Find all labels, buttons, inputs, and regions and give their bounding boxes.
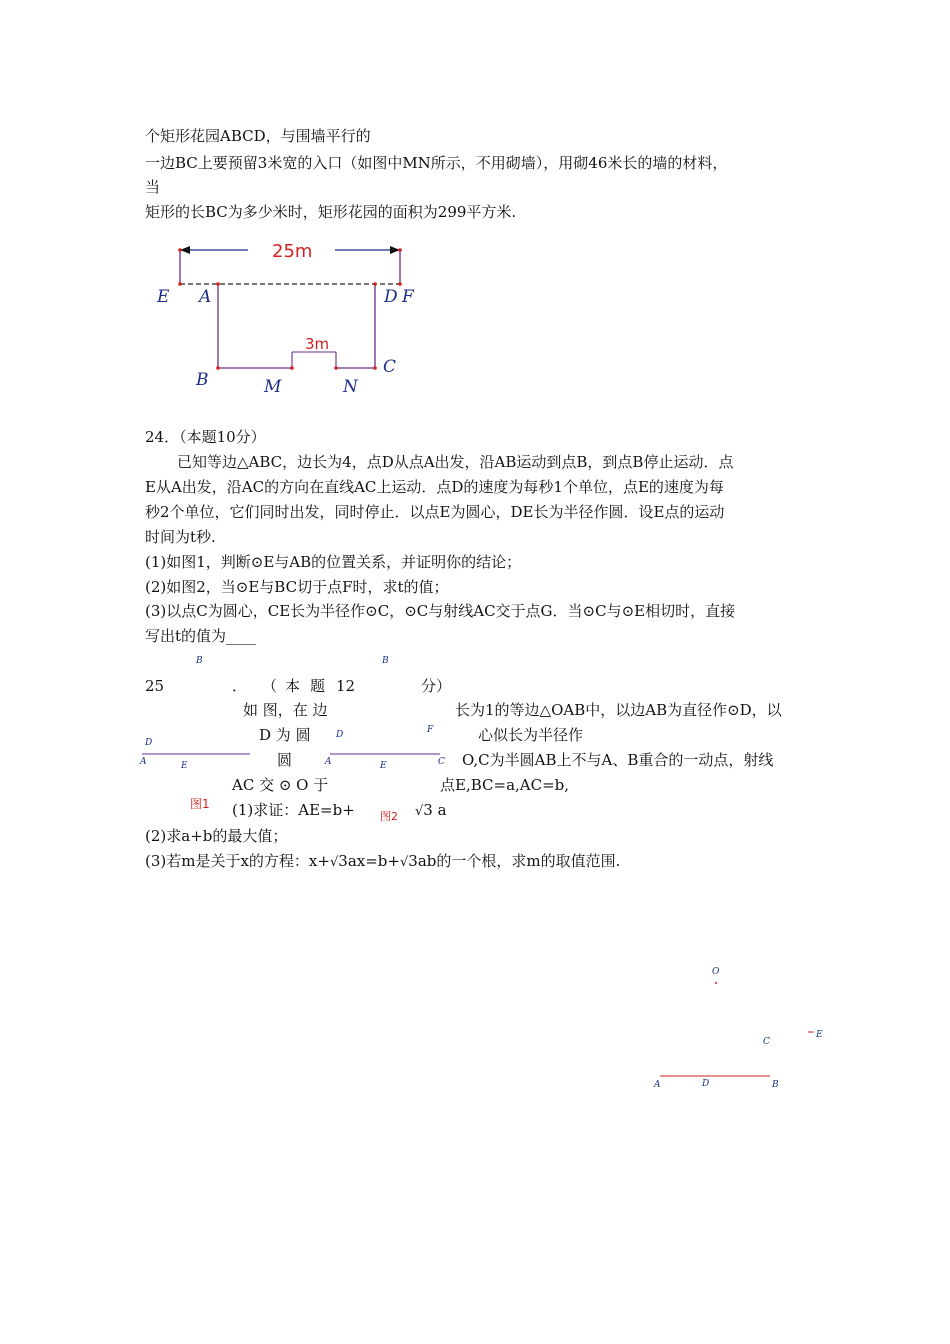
- p24-q3: (3)以点C为圆心，CE长为半径作⊙C，⊙C与射线AC交于点G．当⊙C与⊙E相切时，直接: [145, 602, 736, 620]
- fig2-D: D: [336, 730, 344, 740]
- point-N: N: [343, 377, 358, 397]
- fig1-B: B: [196, 656, 203, 666]
- p24-q1: (1)如图1，判断⊙E与AB的位置关系，并证明你的结论；: [145, 553, 522, 571]
- wall-length-label: 25m: [272, 241, 313, 262]
- p25-a1: 如 图，在 边: [243, 701, 328, 719]
- p24-line3: 秒2个单位，它们同时出发，同时停止．以点E为圆心，DE长为半径作圆．设E点的运动: [145, 503, 725, 521]
- p25-number: 25: [145, 677, 165, 695]
- p25-c1: 圆: [277, 751, 293, 769]
- p23-line2: 一边BC上要预留3米宽的入口（如图中MN所示，不用砌墙），用砌46米长的墙的材料，: [145, 154, 728, 172]
- p25-b2: 心似长为半径作: [478, 726, 584, 744]
- p25-q3-radicand2: 3: [408, 852, 418, 870]
- p25-q3-tail: ab的一个根，求m的取值范围.: [417, 852, 621, 870]
- p25-q3-pre: (3)若m是关于x的方程：x+: [145, 852, 330, 870]
- fig2-C: C: [438, 757, 445, 767]
- p25-b1: D 为 圆: [259, 726, 311, 744]
- fig2-F: F: [427, 725, 434, 735]
- p25-q1-radicand: 3: [423, 801, 433, 819]
- point-D: D: [384, 287, 398, 307]
- fig2-B: B: [382, 656, 389, 666]
- p23-line4: 矩形的长BC为多少米时，矩形花园的面积为299平方米.: [145, 203, 517, 221]
- p24-line4: 时间为t秒.: [145, 528, 216, 546]
- fig2-E: E: [380, 761, 387, 771]
- p25-score: 12: [336, 677, 356, 695]
- fig2-caption: 图2: [380, 810, 398, 823]
- p25-c2: O,C为半圆AB上不与A、B重合的一动点，射线: [462, 751, 774, 769]
- p25-q1-tail: a: [437, 801, 447, 819]
- p25-q1-sqrt: √3 a: [415, 801, 447, 819]
- point-A: A: [199, 287, 212, 307]
- p25-q3-radicand1: 3: [338, 852, 348, 870]
- p24-q2: (2)如图2，当⊙E与BC切于点F时，求t的值；: [145, 578, 449, 596]
- fig25-D: D: [702, 1079, 710, 1089]
- fig2-A: A: [325, 757, 332, 767]
- point-E: E: [157, 287, 170, 307]
- fig1-D: D: [145, 738, 153, 748]
- point-F: F: [402, 287, 414, 307]
- p25-word-ti: 题: [310, 677, 326, 695]
- p24-line1: 已知等边△ABC，边长为4，点D从点A出发，沿AB运动到点B，到点B停止运动．点: [177, 453, 734, 471]
- p25-paren: （: [262, 677, 278, 695]
- point-M: M: [264, 377, 282, 397]
- fig1-caption: 图1: [190, 797, 210, 811]
- fig1-E: E: [181, 761, 188, 771]
- fig25-C: C: [763, 1037, 770, 1047]
- p23-line1: 个矩形花园ABCD，与围墙平行的: [145, 127, 371, 145]
- p25-fen: 分）: [421, 677, 452, 695]
- p25-d2: 点E,BC=a,AC=b,: [440, 776, 570, 794]
- p25-word-ben: 本: [285, 677, 301, 695]
- p25-d1: AC 交 ⊙ O 于: [232, 776, 329, 794]
- point-C: C: [383, 357, 397, 377]
- p25-a2: 长为1的等边△OAB中，以边AB为直径作⊙D，以: [455, 701, 782, 719]
- p25-dot: ．: [232, 677, 248, 695]
- gate-width-label: 3m: [305, 335, 330, 353]
- p24-header: 24．（本题10分）: [145, 428, 266, 446]
- p25-q1-text: (1)求证：AE=b+: [232, 801, 355, 819]
- point-B: B: [196, 370, 209, 390]
- p24-q3-answer: 写出t的值为____: [145, 627, 257, 645]
- p25-q2: (2)求a+b的最大值；: [145, 827, 288, 845]
- fig25-A: A: [654, 1080, 661, 1090]
- fig25-B: B: [772, 1080, 779, 1090]
- p25-q3: (3)若m是关于x的方程：x+√3ax=b+√3ab的一个根，求m的取值范围.: [145, 852, 621, 870]
- fig1-A: A: [140, 757, 147, 767]
- p25-q3-mid: ax=b+: [347, 852, 400, 870]
- fig25-O: O: [712, 967, 720, 977]
- p23-line3: 当: [145, 178, 161, 196]
- fig25-E: E: [816, 1030, 823, 1040]
- p24-line2: E从A出发，沿AC的方向在直线AC上运动．点D的速度为每秒1个单位，点E的速度为每: [145, 478, 724, 496]
